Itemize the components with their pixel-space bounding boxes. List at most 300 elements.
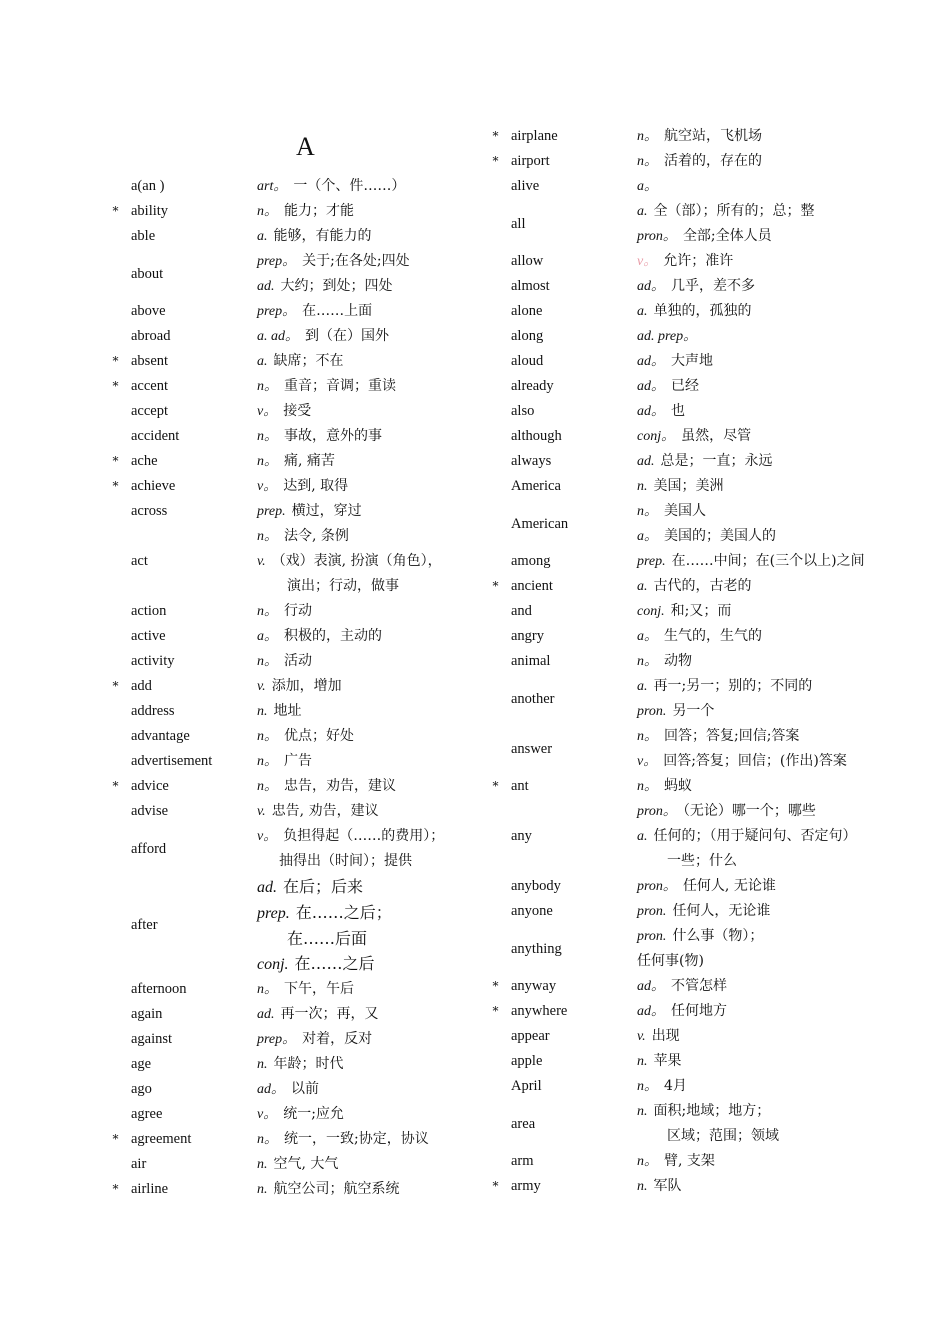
definitions (257, 1152, 460, 1177)
definition-line (257, 299, 460, 324)
headword: all (511, 215, 526, 232)
headword: add (131, 678, 152, 694)
star-marker (100, 874, 131, 977)
part-of-speech: n. (257, 1182, 268, 1197)
definition-line (637, 449, 900, 474)
definitions (637, 574, 900, 599)
definitions (257, 624, 460, 649)
vocab-entry (480, 624, 900, 649)
part-of-speech: n. (257, 704, 268, 719)
definition-line (257, 749, 460, 774)
definition-text: 在……上面 (302, 303, 373, 319)
definitions (637, 649, 900, 674)
headword: agreement (131, 1131, 192, 1147)
definition-line (257, 1002, 460, 1027)
vocab-entry (100, 1152, 460, 1177)
headword: action (131, 603, 167, 619)
vocab-entry (480, 149, 900, 174)
vocab-entry (100, 474, 460, 499)
definition-text: 在……之后； (295, 903, 392, 922)
headword: alive (511, 178, 540, 194)
part-of-speech: a。 (637, 179, 658, 194)
headword: ant (511, 778, 529, 794)
definition-text: 古代的，古老的 (653, 578, 752, 594)
part-of-speech: n。 (257, 454, 278, 469)
definition-line (637, 1024, 900, 1049)
definition-line (637, 824, 900, 849)
headword: after (131, 917, 158, 933)
part-of-speech: prep. (257, 905, 290, 922)
definition-line (637, 774, 900, 799)
star-marker (480, 1149, 511, 1174)
star-marker (100, 799, 131, 824)
definition-text: 和;又；而 (670, 603, 732, 619)
vocab-entry (480, 674, 900, 724)
part-of-speech: prep. (637, 554, 666, 569)
headword: area (511, 1115, 536, 1132)
definitions (637, 124, 900, 149)
definitions (637, 374, 900, 399)
vocab-entry (480, 274, 900, 299)
definition-line (637, 474, 900, 499)
part-of-speech: a. ad。 (257, 329, 299, 344)
part-of-speech: n。 (257, 779, 278, 794)
definitions (637, 324, 900, 349)
headword: airline (131, 1181, 169, 1197)
definitions (257, 374, 460, 399)
definitions (637, 249, 900, 274)
star-marker (480, 724, 511, 774)
definition-line (257, 274, 460, 299)
definition-line (637, 349, 900, 374)
definitions (257, 1052, 460, 1077)
definition-line (257, 849, 460, 874)
part-of-speech: n。 (637, 654, 658, 669)
definition-line (637, 499, 900, 524)
part-of-speech: ad。 (637, 354, 665, 369)
definitions (257, 799, 460, 824)
definitions (637, 499, 900, 549)
definition-line (637, 1099, 900, 1124)
definitions (257, 199, 460, 224)
definition-text: 美国的；美国人的 (664, 528, 776, 544)
part-of-speech: a. (637, 579, 648, 594)
vocab-entry (480, 1049, 900, 1074)
definition-line (637, 374, 900, 399)
definitions (257, 349, 460, 374)
definitions (257, 1077, 460, 1102)
star-marker (100, 299, 131, 324)
definition-text: 任何的；（用于疑问句、否定句） (653, 828, 857, 844)
part-of-speech: v。 (637, 254, 658, 269)
definition-text: 下午，午后 (284, 981, 354, 997)
part-of-speech: n。 (257, 379, 278, 394)
definition-text: 法令, 条例 (284, 528, 349, 544)
definition-text: 全部;全体人员 (682, 228, 772, 244)
star-marker: * (112, 1132, 119, 1146)
definitions (257, 874, 460, 977)
definition-line (257, 324, 460, 349)
definitions (257, 449, 460, 474)
headword: arm (511, 1153, 534, 1169)
vocab-entry (480, 774, 900, 799)
definition-line (637, 249, 900, 274)
definitions (257, 1027, 460, 1052)
definitions (257, 699, 460, 724)
definitions (637, 724, 900, 774)
headword: American (511, 515, 569, 532)
definition-line (257, 1027, 460, 1052)
vocab-entry (100, 799, 460, 824)
definition-line (257, 449, 460, 474)
definitions (257, 299, 460, 324)
star-marker (480, 399, 511, 424)
part-of-speech: pron。 (637, 804, 677, 819)
vocab-entry (100, 1077, 460, 1102)
vocab-entry (480, 799, 900, 874)
part-of-speech: n. (257, 1157, 268, 1172)
star-marker: * (492, 579, 499, 593)
part-of-speech: n。 (257, 204, 278, 219)
definitions (257, 174, 460, 199)
vocab-entry (100, 449, 460, 474)
headword: angry (511, 628, 545, 644)
definition-text: 接受 (283, 403, 312, 419)
headword: advertisement (131, 753, 213, 769)
definitions (257, 524, 460, 599)
definitions (257, 749, 460, 774)
definitions (257, 224, 460, 249)
definition-text: 任何人，无论谁 (672, 903, 771, 919)
star-marker (480, 599, 511, 624)
definition-text: 另一个 (672, 703, 715, 719)
definitions (637, 149, 900, 174)
headword: another (511, 690, 555, 707)
definition-text: 达到, 取得 (283, 478, 349, 494)
part-of-speech: a。 (637, 529, 658, 544)
definition-line (637, 974, 900, 999)
definition-text: 行动 (284, 603, 312, 619)
definition-line (637, 399, 900, 424)
definition-text: 横过，穿过 (291, 503, 362, 519)
definition-line (257, 1077, 460, 1102)
vocab-entry (480, 474, 900, 499)
headword: army (511, 1178, 541, 1194)
part-of-speech: ad. (257, 1007, 275, 1022)
headword: activity (131, 653, 175, 669)
star-marker (100, 1152, 131, 1177)
definition-line (637, 624, 900, 649)
definition-text: 生气的，生气的 (664, 628, 762, 644)
headword: anywhere (511, 1003, 568, 1019)
definitions (257, 977, 460, 1002)
definition-line (637, 299, 900, 324)
vocab-entry (480, 1174, 900, 1199)
star-marker (100, 749, 131, 774)
definition-line (637, 699, 900, 724)
definition-line (637, 224, 900, 249)
section-heading (100, 124, 460, 174)
part-of-speech: n。 (637, 729, 658, 744)
headword: anybody (511, 878, 561, 894)
definitions (257, 774, 460, 799)
definitions (637, 924, 900, 974)
star-marker (100, 649, 131, 674)
definitions (637, 674, 900, 724)
definition-line (257, 699, 460, 724)
star-marker (100, 1077, 131, 1102)
definitions (637, 1149, 900, 1174)
star-marker (480, 199, 511, 249)
definition-line (257, 524, 460, 549)
definitions (257, 1127, 460, 1152)
definitions (637, 274, 900, 299)
star-marker (480, 874, 511, 899)
star-marker: * (492, 979, 499, 993)
definition-line (637, 924, 900, 949)
headword: abroad (131, 328, 171, 344)
definition-text: 回答；答复;回信;答案 (664, 728, 800, 744)
definitions (257, 424, 460, 449)
headword: almost (511, 278, 550, 294)
vocab-entry (100, 674, 460, 699)
definition-text: 已经 (671, 378, 699, 394)
headword: age (131, 1056, 152, 1072)
part-of-speech: a. (637, 679, 648, 694)
vocab-entry (100, 977, 460, 1002)
star-marker (480, 1099, 511, 1149)
vocab-entry (480, 324, 900, 349)
definitions (637, 774, 900, 799)
definition-text: 任何地方 (671, 1003, 727, 1019)
definition-line (637, 674, 900, 699)
definitions (637, 349, 900, 374)
definitions (637, 474, 900, 499)
part-of-speech: prep。 (257, 304, 297, 319)
definition-text: 能够，有能力的 (273, 228, 372, 244)
definition-text: 动物 (664, 653, 692, 669)
definition-line (257, 724, 460, 749)
part-of-speech: a. (637, 204, 648, 219)
star-marker: * (112, 1182, 119, 1196)
vocab-entry (100, 399, 460, 424)
vocab-entry (100, 749, 460, 774)
star-marker (100, 499, 131, 524)
definition-line (257, 349, 460, 374)
vocab-entry (100, 499, 460, 524)
definition-text: 能力；才能 (284, 203, 354, 219)
definition-text: 几乎，差不多 (671, 278, 755, 294)
part-of-speech: a. (257, 354, 268, 369)
definitions (637, 624, 900, 649)
part-of-speech: prep. (257, 504, 286, 519)
headword: accident (131, 428, 180, 444)
definition-text: 大声地 (671, 353, 713, 369)
headword: address (131, 703, 175, 719)
definition-line (257, 1152, 460, 1177)
part-of-speech: n。 (257, 429, 278, 444)
vocab-entry (480, 124, 900, 149)
headword: anyway (511, 978, 557, 994)
part-of-speech: n。 (257, 729, 278, 744)
part-of-speech: n。 (257, 982, 278, 997)
star-marker (100, 824, 131, 874)
definitions (257, 249, 460, 299)
star-marker (480, 649, 511, 674)
headword: and (511, 603, 532, 619)
headword: accept (131, 403, 169, 419)
part-of-speech: n。 (637, 1154, 658, 1169)
headword: anyone (511, 903, 553, 919)
star-marker (480, 374, 511, 399)
part-of-speech: ad。 (637, 279, 665, 294)
part-of-speech: ad。 (637, 379, 665, 394)
star-marker: * (112, 379, 119, 393)
vocab-entry (480, 1099, 900, 1149)
headword: advice (131, 778, 169, 794)
headword: although (511, 428, 562, 444)
headword: ability (131, 203, 169, 219)
headword: again (131, 1006, 163, 1022)
headword: America (511, 478, 561, 494)
star-marker: * (492, 779, 499, 793)
headword: a(an ) (131, 178, 165, 194)
star-marker (480, 474, 511, 499)
headword: ancient (511, 578, 553, 594)
vocab-entry (480, 999, 900, 1024)
definition-text: 积极的，主动的 (284, 628, 382, 644)
definition-text: 出现 (651, 1028, 680, 1044)
star-marker (100, 699, 131, 724)
right-entry-list (480, 124, 900, 1199)
definition-line (257, 549, 460, 574)
definition-line (637, 799, 900, 824)
definitions (257, 649, 460, 674)
vocab-entry (100, 724, 460, 749)
part-of-speech: pron。 (637, 879, 677, 894)
vocab-entry (100, 1177, 460, 1202)
definition-text: 一（个、件……） (293, 178, 406, 194)
definition-line (637, 899, 900, 924)
star-marker: * (492, 1004, 499, 1018)
definition-text: 空气, 大气 (273, 1156, 339, 1172)
definition-text: 广告 (284, 753, 312, 769)
part-of-speech: ad。 (637, 1004, 665, 1019)
definitions (257, 474, 460, 499)
definition-text: 统一;应允 (283, 1106, 344, 1122)
star-marker: * (112, 354, 119, 368)
vocab-entry (100, 599, 460, 624)
headword: across (131, 503, 168, 519)
vocab-entry (100, 824, 460, 874)
star-marker (480, 1024, 511, 1049)
definition-line (257, 1102, 460, 1127)
part-of-speech: n. (637, 479, 648, 494)
part-of-speech: pron. (637, 704, 667, 719)
definition-line (257, 874, 460, 900)
headword: advantage (131, 728, 190, 744)
definition-text: 演出；行动，做事 (287, 578, 399, 594)
part-of-speech: n。 (257, 754, 278, 769)
headword: animal (511, 653, 551, 669)
part-of-speech: ad。 (637, 404, 665, 419)
definitions (257, 1177, 460, 1202)
star-marker: * (112, 454, 119, 468)
definition-text: 添加，增加 (271, 678, 342, 694)
vocab-entry (480, 649, 900, 674)
vocab-entry (100, 1027, 460, 1052)
vocab-entry (100, 1052, 460, 1077)
left-entry-list (100, 174, 460, 1202)
part-of-speech: v。 (637, 754, 658, 769)
vocab-entry (480, 1024, 900, 1049)
definitions (637, 424, 900, 449)
star-marker (100, 399, 131, 424)
part-of-speech: v。 (257, 479, 278, 494)
definition-line (637, 1074, 900, 1099)
definition-line (257, 1052, 460, 1077)
letter-heading: A (296, 132, 315, 161)
vocab-entry (480, 424, 900, 449)
definition-text: 地址 (273, 703, 302, 719)
vocab-entry (100, 224, 460, 249)
definition-line (637, 849, 900, 874)
part-of-speech: n。 (637, 129, 658, 144)
vocab-entry (480, 549, 900, 574)
headword: always (511, 453, 552, 469)
part-of-speech: v。 (257, 404, 278, 419)
vocab-entry (100, 524, 460, 599)
definition-line (257, 249, 460, 274)
definition-line (257, 499, 460, 524)
vocab-entry (480, 449, 900, 474)
definitions (637, 974, 900, 999)
star-marker (480, 674, 511, 724)
definition-line (637, 749, 900, 774)
definitions (637, 874, 900, 899)
definition-line (637, 1174, 900, 1199)
headword: also (511, 403, 535, 419)
vocab-entry (100, 249, 460, 299)
vocab-entry (480, 924, 900, 974)
definition-line (637, 649, 900, 674)
headword: agree (131, 1106, 163, 1122)
part-of-speech: a。 (637, 629, 658, 644)
star-marker (100, 977, 131, 1002)
vocab-entry (480, 874, 900, 899)
star-marker (480, 349, 511, 374)
vocab-entry (100, 199, 460, 224)
definition-line (257, 926, 460, 951)
vocab-entry (480, 574, 900, 599)
definitions (257, 724, 460, 749)
part-of-speech: v。 (257, 1107, 278, 1122)
star-marker (480, 549, 511, 574)
headword: about (131, 265, 164, 282)
definition-line (637, 874, 900, 899)
part-of-speech: n. (257, 1057, 268, 1072)
headword: against (131, 1031, 173, 1047)
definitions (637, 299, 900, 324)
definition-text: 臂, 支架 (664, 1153, 715, 1169)
definitions (637, 1024, 900, 1049)
part-of-speech: n. (637, 1054, 648, 1069)
star-marker (480, 299, 511, 324)
definition-line (637, 324, 900, 349)
part-of-speech: n。 (257, 1132, 278, 1147)
star-marker (100, 1102, 131, 1127)
part-of-speech: prep。 (257, 254, 297, 269)
